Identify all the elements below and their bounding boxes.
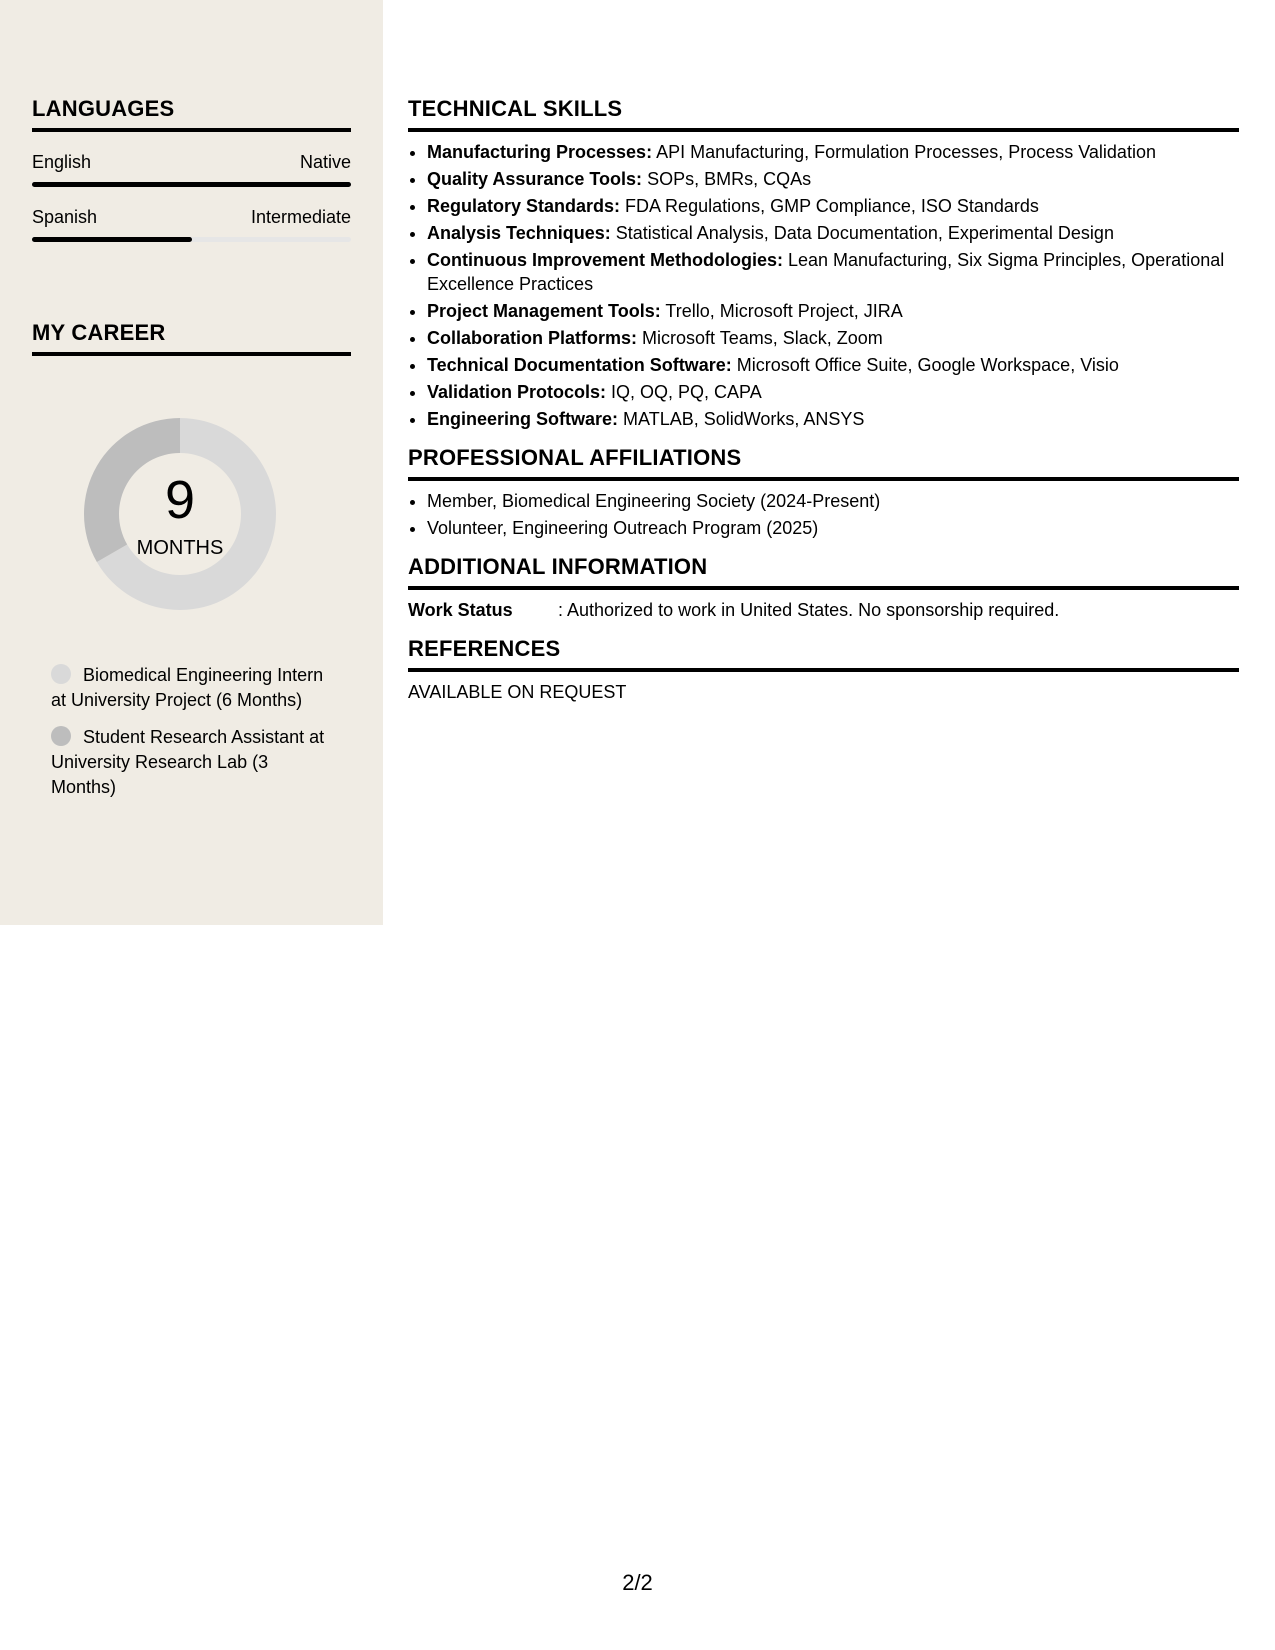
- affiliations-list: [408, 489, 1239, 540]
- references-text: AVAILABLE ON REQUEST: [408, 682, 627, 702]
- skill-item: [427, 221, 1239, 245]
- skill-label: Engineering Software:: [427, 409, 619, 429]
- references-section: [408, 636, 1239, 704]
- skill-label: Project Management Tools:: [427, 301, 661, 321]
- skill-value: FDA Regulations, GMP Compliance, ISO Standards: [620, 196, 1039, 216]
- work-status-value: : Authorized to work in United States. No sponsorship required.: [558, 600, 1060, 620]
- additional-info-heading: ADDITIONAL INFORMATION: [408, 554, 1239, 590]
- skill-item: [427, 194, 1239, 218]
- career-donut-chart: [67, 401, 293, 627]
- additional-info-section: [408, 554, 1239, 622]
- skill-item: [427, 353, 1239, 377]
- skill-value: Trello, Microsoft Project, JIRA: [660, 301, 903, 321]
- affiliation-item: • Volunteer, Engineering Outreach Program (2025): [427, 516, 1239, 540]
- skill-item: [427, 326, 1239, 350]
- language-proficiency-fill: [32, 182, 351, 187]
- sidebar: [0, 0, 383, 925]
- language-proficiency-bar: [32, 237, 351, 242]
- career-total-unit: MONTHS: [136, 537, 224, 559]
- language-proficiency-fill: [32, 237, 192, 242]
- language-name: English: [32, 152, 92, 172]
- skill-value: IQ, OQ, PQ, CAPA: [606, 382, 762, 402]
- career-legend-item: [51, 725, 332, 800]
- skill-label: Technical Documentation Software:: [427, 355, 732, 375]
- skill-item: [427, 140, 1239, 164]
- career-legend: [32, 663, 332, 800]
- skill-value: MATLAB, SolidWorks, ANSYS: [618, 409, 865, 429]
- skill-label: Collaboration Platforms:: [427, 328, 638, 348]
- language-level: Intermediate: [250, 207, 351, 227]
- skill-item: [427, 299, 1239, 323]
- technical-skills-heading: TECHNICAL SKILLS: [408, 96, 1239, 132]
- skill-value: SOPs, BMRs, CQAs: [642, 169, 812, 189]
- language-level: Native: [299, 152, 351, 172]
- language-item-spanish: [32, 207, 351, 242]
- legend-dot-icon: [51, 664, 71, 684]
- skill-label: Analysis Techniques:: [427, 223, 611, 243]
- skill-label: Regulatory Standards:: [427, 196, 621, 216]
- language-item-english: [32, 152, 351, 187]
- technical-skills-section: [408, 96, 1239, 431]
- skill-label: Manufacturing Processes:: [427, 142, 653, 162]
- skill-item: [427, 167, 1239, 191]
- main-content: [408, 96, 1239, 718]
- skill-value: Lean Manufacturing, Six Sigma Principles, Operational Excellence Practices: [427, 250, 1225, 294]
- affiliations-section: [408, 445, 1239, 540]
- skill-label: Quality Assurance Tools:: [427, 169, 643, 189]
- skill-item: [427, 248, 1239, 296]
- skill-value: API Manufacturing, Formulation Processes, Process Validation: [652, 142, 1156, 162]
- career-legend-item: [51, 663, 332, 713]
- skill-value: Statistical Analysis, Data Documentation, Experimental Design: [610, 223, 1114, 243]
- sidebar-content: [32, 96, 351, 812]
- affiliation-item: • Member, Biomedical Engineering Society (2024-Present): [427, 489, 1239, 513]
- references-heading: REFERENCES: [408, 636, 1239, 672]
- legend-dot-icon: [51, 726, 71, 746]
- skill-item: [427, 380, 1239, 404]
- career-legend-text: Biomedical Engineering Intern at University Project (6 Months): [51, 665, 324, 710]
- skill-label: Continuous Improvement Methodologies:: [427, 250, 783, 270]
- work-status-label: Work Status: [408, 600, 513, 620]
- languages-heading: LANGUAGES: [32, 96, 351, 132]
- skill-value: Microsoft Teams, Slack, Zoom: [637, 328, 883, 348]
- skill-label: Validation Protocols:: [427, 382, 607, 402]
- work-status-row: [408, 598, 1239, 622]
- donut-center: [67, 401, 293, 627]
- skill-item: [427, 407, 1239, 431]
- career-legend-text: Student Research Assistant at University Research Lab (3 Months): [51, 727, 325, 797]
- language-name: Spanish: [32, 207, 98, 227]
- technical-skills-list: [408, 140, 1239, 431]
- skill-value: Microsoft Office Suite, Google Workspace, Visio: [731, 355, 1119, 375]
- career-heading: MY CAREER: [32, 320, 351, 356]
- language-proficiency-bar: [32, 182, 351, 187]
- page-number: 2/2: [622, 1570, 653, 1595]
- affiliations-heading: PROFESSIONAL AFFILIATIONS: [408, 445, 1239, 481]
- career-total-number: 9: [164, 470, 196, 530]
